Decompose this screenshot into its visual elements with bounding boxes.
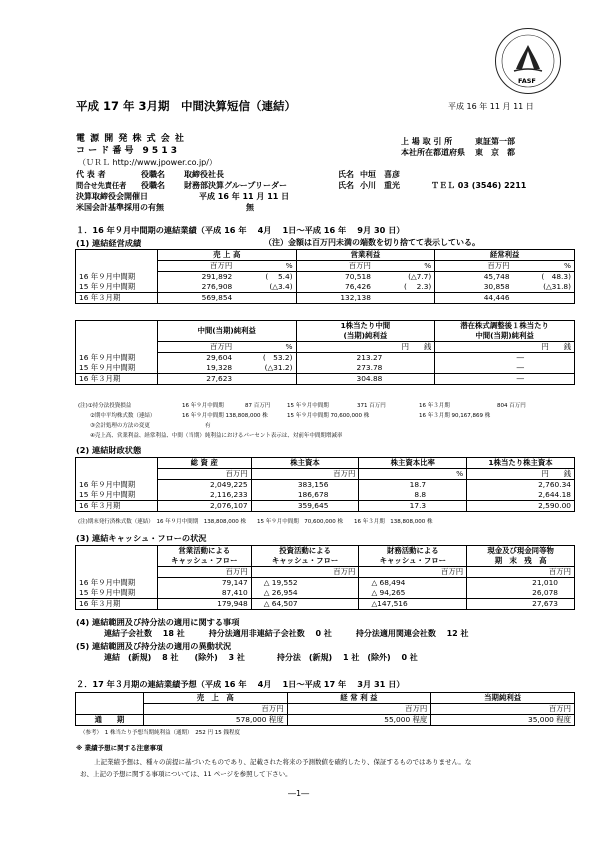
cell-pct: ( 53.2)	[235, 353, 296, 364]
contact-pos: 財務部決算グループリーダー	[184, 181, 288, 190]
cell-value: 2,644.18	[467, 490, 575, 501]
hq-label: 本社所在都道府県	[401, 148, 465, 157]
cell-value: 17.3	[359, 501, 467, 512]
gaap-value: 無	[246, 203, 254, 212]
col-header: 営業活動による	[157, 546, 251, 557]
cell-pct: (△31.2)	[235, 363, 296, 374]
pct-label: %	[513, 261, 575, 272]
page-number: ―1―	[288, 789, 310, 798]
cell-pct: ( 5.4)	[235, 272, 296, 283]
col-header: 経常利益	[435, 250, 575, 261]
note-period: 15 年９月中間期	[287, 403, 329, 409]
table-row	[76, 363, 575, 374]
table-row	[76, 588, 575, 599]
note-percent-display: ④売上高、営業利益、経常利益、中間（当期）純利益におけるパーセント表示は、対前年中間期増減率	[90, 433, 343, 439]
table-row	[76, 272, 575, 283]
cell-value: ―	[435, 374, 575, 385]
col-header: 投資活動による	[251, 546, 359, 557]
cell-value: 70,518	[296, 272, 374, 283]
note-value: 371 百万円	[357, 403, 386, 409]
cell-value: 179,948	[157, 599, 251, 610]
section2-title: (2) 連結財政状態	[76, 445, 142, 455]
section4-title: (4) 連結範囲及び持分法の適用に関する事項	[76, 617, 240, 627]
row-label: 通 期	[76, 715, 144, 726]
cell-value: 27,673	[467, 599, 575, 610]
unit-label: 百万円	[157, 469, 251, 480]
unit-label: 百万円	[157, 342, 235, 353]
cell-pct: ( 2.3)	[374, 282, 435, 293]
cell-value: 18.7	[359, 480, 467, 491]
section1-title: １．16 年９月中間期の連結業績（平成 16 年 4月 1日～平成 16 年 9月 30 日）	[76, 225, 405, 235]
table-row	[76, 353, 575, 364]
cash-flow-table	[75, 545, 575, 610]
unit-label: 円 銭	[435, 342, 575, 353]
shares-outstanding-note: (注)期末発行済株式数（連結） 16 年９月中間期 138,808,000 株 15 年９月中間期 70,600,000 株 16 年３月期 138,808,000 株	[78, 519, 433, 525]
cell-value: 76,426	[296, 282, 374, 293]
table-row	[76, 480, 575, 491]
table-corner	[76, 250, 158, 261]
col-header: 株主資本比率	[359, 458, 467, 469]
exchange-value: 東証第一部	[475, 137, 515, 146]
unit-label: 百万円	[435, 261, 513, 272]
cell-value: 213.27	[296, 353, 435, 364]
cell-value: 45,748	[435, 272, 513, 283]
cell-pct	[235, 374, 296, 385]
unit-label: 円 銭	[296, 342, 435, 353]
col-header: 総 資 産	[157, 458, 251, 469]
note-value: 16 年９月中間期 138,808,000 株	[182, 413, 268, 419]
note-avg-shares: ②期中平均株式数（連結）	[90, 413, 156, 419]
cell-value: △ 94,265	[359, 588, 467, 599]
section1-subtitle: (1) 連結経営成績	[76, 238, 142, 248]
unit-label: 百万円	[143, 704, 287, 715]
caution-line-1: 上記業績予想は、種々の前提に基づいたものであり、記載された将来の予測数値を確約したり、保証するものではありません。な	[94, 758, 472, 766]
pct-label: %	[359, 469, 467, 480]
contact-role: 問合せ先責任者	[76, 181, 127, 190]
contact-pos-label: 役職名	[141, 181, 165, 190]
col-header: 当期純利益	[431, 693, 575, 704]
page-title: 平成 17 年 3月期 中間決算短信（連結）	[76, 99, 297, 113]
col-header: 売 上 高	[157, 250, 296, 261]
cell-value: 132,138	[296, 293, 374, 304]
cell-value: 19,328	[157, 363, 235, 374]
table-row	[76, 374, 575, 385]
unit-label: 百万円	[251, 567, 359, 578]
cell-value: ―	[435, 363, 575, 374]
unit-label: 百万円	[157, 567, 251, 578]
pct-label: %	[235, 261, 296, 272]
cell-value: 2,116,233	[157, 490, 251, 501]
cell-value: 8.8	[359, 490, 467, 501]
board-label: 決算取締役会開催日	[76, 192, 148, 201]
note-equity-method: (注)①持分法投資損益	[78, 403, 132, 409]
forecast-title: ２．17 年３月期の連結業績予想（平成 16 年 4月 1日～平成 17 年 3月 31 日）	[76, 679, 405, 689]
forecast-reference: （参考） 1 株当たり予想当期純利益（通期） 252 円 15 銭程度	[80, 730, 240, 736]
col-header: (当期)純利益	[296, 331, 435, 342]
cell-value: 186,678	[251, 490, 359, 501]
table-row	[76, 599, 575, 610]
col-header: 経 常 利 益	[287, 693, 431, 704]
cell-value: 30,858	[435, 282, 513, 293]
rep-name-label: 氏名	[338, 170, 354, 179]
unit-label: 百万円	[467, 567, 575, 578]
table-row	[76, 501, 575, 512]
unit-label: 百万円	[296, 261, 374, 272]
row-label: 16 年９月中間期	[76, 480, 158, 491]
cell-value: 55,000 程度	[287, 715, 431, 726]
cell-value: 2,590.00	[467, 501, 575, 512]
row-label: 15 年９月中間期	[76, 588, 158, 599]
cell-value: 87,410	[157, 588, 251, 599]
cell-value: △ 64,507	[251, 599, 359, 610]
note-accounting-change: ③会計処理の方法の変更	[90, 423, 150, 429]
table-row	[76, 282, 575, 293]
col-header: 財務活動による	[359, 546, 467, 557]
company-url: （ＵＲＬ http://www.jpower.co.jp/）	[78, 158, 217, 167]
unit-label: 百万円	[251, 469, 359, 480]
row-label: 15 年９月中間期	[76, 490, 158, 501]
row-label: 16 年３月期	[76, 599, 158, 610]
cell-value: 2,049,225	[157, 480, 251, 491]
unit-label: 百万円	[431, 704, 575, 715]
cell-pct: (△7.7)	[374, 272, 435, 283]
note-period: 16 年９月中間期	[182, 403, 224, 409]
rep-pos: 取締役社長	[184, 170, 224, 179]
cell-pct: (△31.8)	[513, 282, 575, 293]
col-header: 期 末 残 高	[467, 556, 575, 567]
row-label: 16 年３月期	[76, 293, 158, 304]
report-date: 平成 16 年 11 月 11 日	[448, 102, 534, 111]
col-header: 中間(当期)純利益	[435, 331, 575, 342]
col-header: 株主資本	[251, 458, 359, 469]
rep-name: 中垣 喜彦	[360, 170, 400, 179]
caution-title: ※ 業績予想に関する注意事項	[76, 744, 163, 752]
section5-title: (5) 連結範囲及び持分法の適用の異動状況	[76, 641, 232, 651]
table-row	[76, 715, 575, 726]
cell-pct: (△3.4)	[235, 282, 296, 293]
unit-label: 百万円	[287, 704, 431, 715]
row-label: 16 年３月期	[76, 501, 158, 512]
col-header: 1株当たり株主資本	[467, 458, 575, 469]
col-header: 中間(当期)純利益	[157, 321, 296, 342]
cell-value: 273.78	[296, 363, 435, 374]
cell-value: 383,156	[251, 480, 359, 491]
cell-value: 79,147	[157, 578, 251, 589]
company-name: 電 源 開 発 株 式 会 社	[76, 134, 185, 144]
cell-value: 291,892	[157, 272, 235, 283]
cell-value: 44,446	[435, 293, 513, 304]
cell-value: 26,078	[467, 588, 575, 599]
cell-value: ―	[435, 353, 575, 364]
contact-tel: ＴＥＬ 03 (3546) 2211	[431, 181, 527, 190]
table-row	[76, 490, 575, 501]
row-label: 16 年９月中間期	[76, 353, 158, 364]
rep-pos-label: 役職名	[141, 170, 165, 179]
pct-label: %	[374, 261, 435, 272]
forecast-table	[75, 692, 575, 726]
col-header: 売 上 高	[143, 693, 287, 704]
section3-title: (3) 連結キャッシュ・フローの状況	[76, 533, 207, 543]
col-header: キャッシュ・フロー	[359, 556, 467, 567]
unit-label: 百万円	[359, 567, 467, 578]
financial-position-table	[75, 457, 575, 512]
cell-value: 276,908	[157, 282, 235, 293]
row-label: 15 年９月中間期	[76, 282, 158, 293]
unit-label: 百万円	[157, 261, 235, 272]
net-income-table	[75, 320, 575, 385]
cell-value: 569,854	[157, 293, 235, 304]
logo-text: FASF	[518, 77, 536, 85]
table-row	[76, 578, 575, 589]
table-row	[76, 293, 575, 304]
note-value: 804 百万円	[497, 403, 526, 409]
pct-label: %	[235, 342, 296, 353]
note-value: 87 百万円	[245, 403, 271, 409]
cell-value: △ 26,954	[251, 588, 359, 599]
row-label: 15 年９月中間期	[76, 363, 158, 374]
cell-value: 21,010	[467, 578, 575, 589]
hq-value: 東 京 都	[475, 148, 515, 157]
col-header: 営業利益	[296, 250, 435, 261]
cell-value: 29,604	[157, 353, 235, 364]
col-header: 潜在株式調整後１株当たり	[435, 321, 575, 332]
note-value: 16 年３月期 90,167,869 株	[419, 413, 491, 419]
caution-line-2: お、上記の予想に関する事項については、11 ページを参照して下さい。	[80, 770, 292, 778]
row-label: 16 年９月中間期	[76, 578, 158, 589]
board-date: 平成 16 年 11 月 11 日	[199, 192, 290, 201]
cell-value: 35,000 程度	[431, 715, 575, 726]
cell-pct	[513, 293, 575, 304]
cell-value: △ 19,552	[251, 578, 359, 589]
cell-pct	[235, 293, 296, 304]
cell-value: 304.88	[296, 374, 435, 385]
col-header: キャッシュ・フロー	[251, 556, 359, 567]
col-header: キャッシュ・フロー	[157, 556, 251, 567]
rep-role: 代 表 者	[76, 170, 106, 179]
note-period: 16 年３月期	[419, 403, 450, 409]
scope-changes-line: 連結 (新規) 8 社 (除外) 3 社 持分法 (新規) 1 社 (除外) 0 社	[104, 653, 418, 662]
cell-value: △147,516	[359, 599, 467, 610]
exchange-label: 上 場 取 引 所	[401, 137, 453, 146]
note-value: 15 年９月中間期 70,600,000 株	[287, 413, 370, 419]
table-corner	[76, 321, 158, 342]
cell-value: 578,000 程度	[143, 715, 287, 726]
section1-note: （注）金額は百万円未満の端数を切り捨てて表示している。	[264, 238, 480, 247]
cell-value: △ 68,494	[359, 578, 467, 589]
col-header: 現金及び現金同等物	[467, 546, 575, 557]
col-header: 1株当たり中間	[296, 321, 435, 332]
row-label: 16 年９月中間期	[76, 272, 158, 283]
cell-pct	[374, 293, 435, 304]
fasf-logo	[495, 28, 561, 94]
operating-results-table	[75, 249, 575, 304]
cell-value: 359,645	[251, 501, 359, 512]
unit-label: 円 銭	[467, 469, 575, 480]
company-code: コ ー ド 番 号 9 5 1 3	[76, 146, 177, 156]
contact-name-label: 氏名	[338, 181, 354, 190]
cell-value: 2,076,107	[157, 501, 251, 512]
consolidation-scope-line: 連結子会社数 18 社 持分法適用非連結子会社数 0 社 持分法適用関連会社数 12 社	[104, 629, 469, 638]
cell-pct: ( 48.3)	[513, 272, 575, 283]
gaap-label: 米国会計基準採用の有無	[76, 203, 164, 212]
note-value: 有	[205, 423, 211, 429]
contact-name: 小川 重光	[360, 181, 400, 190]
row-label: 16 年３月期	[76, 374, 158, 385]
cell-value: 27,623	[157, 374, 235, 385]
cell-value: 2,760.34	[467, 480, 575, 491]
